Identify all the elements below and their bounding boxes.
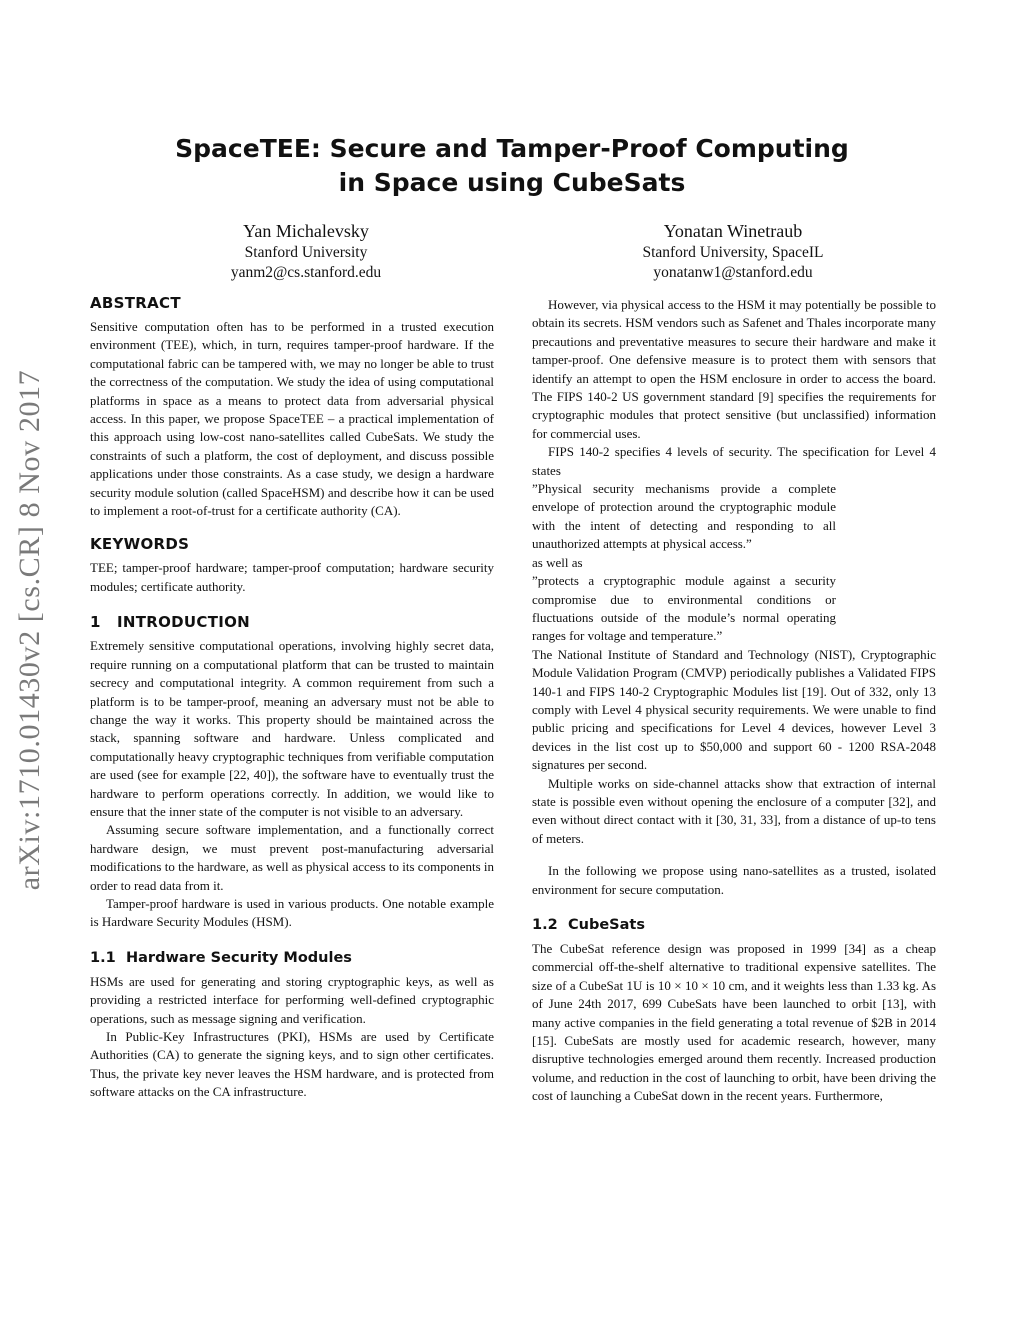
right-paragraph-4: Multiple works on side-channel attacks show that extraction of internal state is possible even without opening the enclosure of a computer [32], and even without direct contact with it [30, 31, 33], from a distance of up-to tens of meters. [532,775,936,846]
left-column [90,293,494,1102]
subsection-number: 1.1 [90,949,116,966]
arxiv-identifier: arXiv:1710.01430v2 [cs.CR] 8 Nov 2017 [13,369,46,891]
intro-paragraph-1: Extremely sensitive computational operations, involving highly secret data, require running on a computational platform that can be trusted to maintain secrecy and computational integrity. A common requirement from such a platform is to be tamper-proof, meaning an adversary must not be able to change the way it works. This property should be maintained across the stack, spanning software and hardware. Unless complicated and computationally heavy cryptographic techniques from verifiable computation are used (see for example [22, 40]), the software have to eventually trust the hardware to perform operations correctly. In addition, we would like to ensure that the inner state of the computer is not visible to an adversary. [90,638,494,819]
right-column [532,296,936,1106]
author-affiliation: Stanford University [244,244,368,261]
intro-paragraph-2: Assuming secure software implementation, and a functionally correct hardware design, we must prevent post-manufacturing adversarial modifications to the hardware, as well as physical access to its components in order to read data from it. [90,822,494,893]
subsection-number: 1.2 [532,917,558,933]
cubesats-paragraph: The CubeSat reference design was proposed in 1999 [34] as a cheap commercial off-the-shelf alternative to traditional expensive satellites. The size of a CubeSat 1U is 10 × 10 × 10 cm, and it weights less than 1.33 kg. As of June 24th 2017, 699 CubeSats have been launched to orbit [13], with many active companies in the field generating a total revenue of $2B in 2014 [15]. CubeSats are mostly used for academic research, however, many disruptive technologies emerged around them recently. Increased production volume, and reduction in the cost of launching to orbit, have been driving the cost of launching a CubeSat down in the recent years. Furthermore, [532,941,936,1104]
author-email: yanm2@cs.stanford.edu [230,264,382,281]
cubesats-heading [532,915,936,935]
intro-heading [90,612,494,632]
author-name: Yan Michalevsky [243,221,369,241]
title-line-2: in Space using CubeSats [338,168,686,197]
subsection-title: CubeSats [568,917,645,933]
fips-quote-1: ”Physical security mechanisms provide a complete envelope of protection around the cryptographic module with the intent of detecting and responding to all unauthorized attempts at physical access.” [532,481,836,552]
abstract-heading: ABSTRACT [90,294,181,312]
subsection-title: Hardware Security Modules [126,949,352,966]
hsm-paragraph-2: In Public-Key Infrastructures (PKI), HSMs are used by Certificate Authorities (CA) to generate the signing keys, and to sign other certificates. Thus, the private key never leaves the HSM hardware, and is protected from software attacks on the CA infrastructure. [90,1029,494,1100]
keywords-heading: KEYWORDS [90,535,190,554]
author-name: Yonatan Winetraub [663,221,803,241]
section-title: INTRODUCTION [117,613,251,632]
right-paragraph-2: FIPS 140-2 specifies 4 levels of security. The specification for Level 4 states [532,444,936,478]
fips-quote-2: ”protects a cryptographic module against a security compromise due to environmental conditions or fluctuations outside of the module’s normal operating ranges for voltage and temperature.” [532,573,836,644]
section-number: 1 [90,613,101,632]
paper-title [150,132,874,200]
hsm-paragraph-1: HSMs are used for generating and storing cryptographic keys, as well as providing a restricted interface for performing well-defined cryptographic operations, such as message signing and verification. [90,973,494,1026]
author-block-2 [563,219,903,283]
as-well-as-text: as well as [532,554,583,570]
right-paragraph-3: The National Institute of Standard and Technology (NIST), Cryptographic Module Validation Program (CMVP) periodically publishes a Validated FIPS 140-1 and FIPS 140-2 Cryptographic Modules list [19]. Out of 332, only 13 comply with Level 4 physical security requirements. We were unable to find public pricing and specifications for Level 4 devices, however Level 3 devices in the list cost up to $50,000 and support 60 - 1200 RSA-2048 signatures per second. [532,646,936,773]
title-line-1: SpaceTEE: Secure and Tamper-Proof Computing [175,134,849,163]
author-email: yonatanw1@stanford.edu [653,264,813,281]
hsm-heading [90,948,494,968]
keywords-text: TEE; tamper-proof hardware; tamper-proof computation; hardware security modules; certificate authority. [90,560,494,594]
abstract-text: Sensitive computation often has to be performed in a trusted execution environment (TEE), which, in turn, requires tamper-proof hardware. If the computational fabric can be tampered with, we may no longer be able to trust the correctness of the computation. We study the idea of using computational platforms in space as a means to protect data from adversarial physical access. In this paper, we propose SpaceTEE – a practical implementation of this approach using low-cost nano-satellites called CubeSats. We study the constraints of such a platform, the cost of deployment, and discuss possible applications under those constraints. As a case study, we design a hardware security module solution (called SpaceHSM) and describe how it can be used to implement a root-of-trust for a certificate authority (CA). [90,319,494,519]
right-paragraph-5: In the following we propose using nano-satellites as a trusted, isolated environment for secure computation. [532,863,936,897]
author-affiliation: Stanford University, SpaceIL [642,244,824,261]
intro-paragraph-3: Tamper-proof hardware is used in various products. One notable example is Hardware Security Modules (HSM). [90,895,494,930]
author-block-1 [136,219,476,283]
right-paragraph-1: However, via physical access to the HSM it may potentially be possible to obtain its secrets. HSM vendors such as Safenet and Thales incorporate many precautions and preventative measures to secure their hardware and make it tamper-proof. One defensive measure is to protect them with sensors that identify an attempt to open the HSM enclosure in order to access the board. The FIPS 140-2 US government standard [9] specifies the requirements for cryptographic modules that protect sensitive (but unclassified) information for commercial uses. [532,297,936,441]
